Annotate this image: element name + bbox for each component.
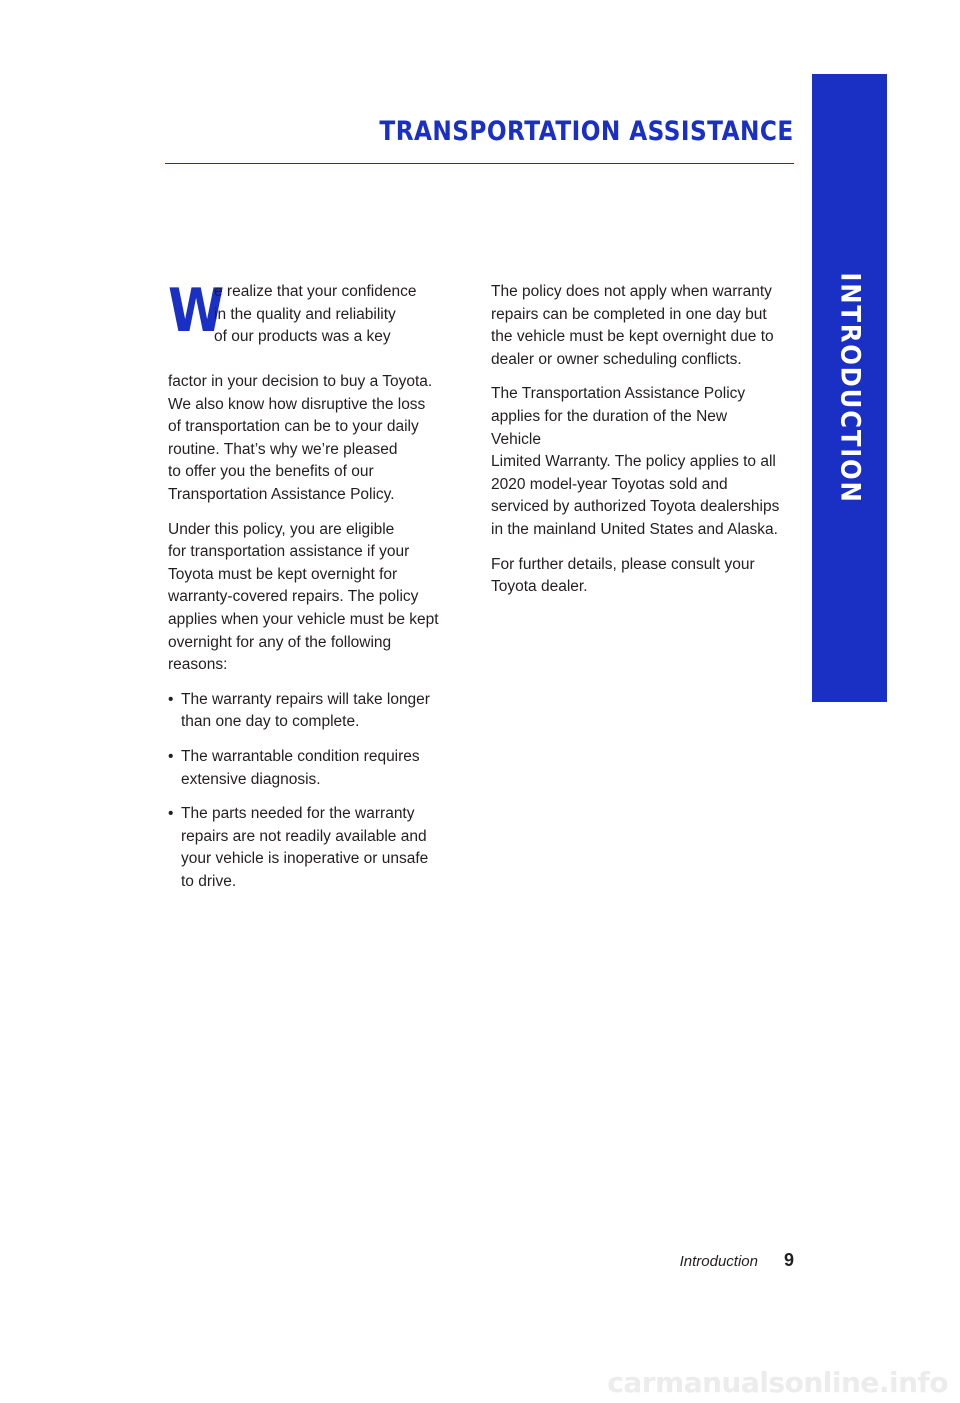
list-item-text: The warrantable condition requires extensive diagnosis. bbox=[181, 747, 420, 788]
page-number: 9 bbox=[784, 1250, 795, 1270]
list-item bbox=[168, 689, 450, 734]
title-divider bbox=[165, 163, 794, 164]
right-column bbox=[491, 281, 781, 611]
footer-section-name: Introduction bbox=[679, 1253, 758, 1270]
details-paragraph: For further details, please consult your Toyota dealer. bbox=[491, 555, 755, 596]
reasons-list bbox=[168, 689, 450, 894]
section-tab bbox=[812, 74, 887, 702]
bullet-icon: • bbox=[168, 747, 174, 765]
list-item-text: The parts needed for the warranty repairs are not readily available and your vehicle is inoperative or unsafe to drive. bbox=[181, 805, 429, 890]
intro-paragraph: factor in your decision to buy a Toyota. We also know how disruptive the loss of transportation can be to your daily routine. That’s why we’re pleased to offer you the benefits of our Transportation Assistance Policy. bbox=[168, 373, 433, 503]
list-item bbox=[168, 803, 450, 893]
section-tab-label: INTRODUCTION bbox=[834, 272, 865, 504]
duration-paragraph: The Transportation Assistance Policy applies for the duration of the New Vehicle Limited Warranty. The policy applies to all 2020 model-year Toyotas sold and serviced by authorized Toyota dealerships in the mainland United States and Alaska. bbox=[491, 385, 780, 538]
bullet-icon: • bbox=[168, 805, 174, 823]
bullet-icon: • bbox=[168, 690, 174, 708]
intro-block bbox=[168, 276, 450, 371]
list-item bbox=[168, 746, 450, 791]
page-title: TRANSPORTATION ASSISTANCE bbox=[379, 116, 794, 147]
list-item-text: The warranty repairs will take longer than one day to complete. bbox=[181, 690, 430, 731]
eligibility-paragraph: Under this policy, you are eligible for transportation assistance if your Toyota must be kept overnight for warranty-covered repairs. The policy applies when your vehicle must be kept overnight for any of the following reasons: bbox=[168, 520, 439, 674]
left-column bbox=[168, 276, 450, 905]
intro-lines: e realize that your confidence in the quality and reliability of our products was a key bbox=[214, 283, 417, 346]
drop-cap: W bbox=[168, 276, 225, 346]
exclusion-paragraph: The policy does not apply when warranty repairs can be completed in one day but the vehicle must be kept overnight due to dealer or owner scheduling conflicts. bbox=[491, 283, 774, 368]
watermark: carmanualsonline.info bbox=[607, 1366, 948, 1399]
